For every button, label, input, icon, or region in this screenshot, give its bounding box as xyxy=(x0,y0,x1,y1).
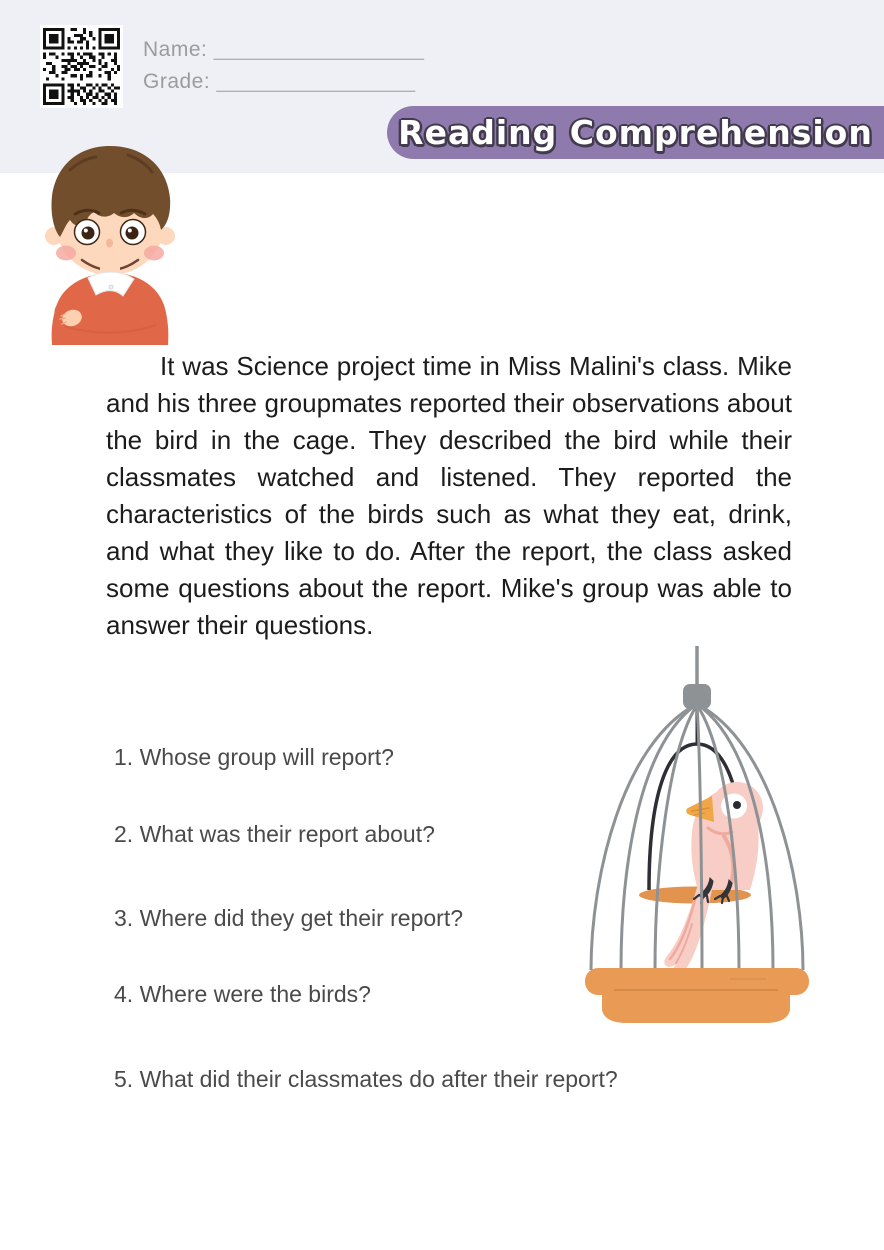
name-field xyxy=(143,38,424,70)
student-id-fields xyxy=(143,38,424,102)
grade-field xyxy=(143,70,424,102)
qr-code-icon xyxy=(40,25,123,108)
grade-blank-line: _________________ xyxy=(216,70,416,93)
question-3: 3. Where did they get their report? xyxy=(114,905,464,931)
grade-label: Grade: xyxy=(143,70,211,93)
pink-bird-in-hanging-cage-illustration xyxy=(552,638,822,1028)
question-1: 1. Whose group will report? xyxy=(114,744,394,770)
page-title: Reading Comprehension xyxy=(398,113,873,152)
worksheet-title-banner xyxy=(387,106,884,159)
reading-passage: It was Science project time in Miss Malini's class. Mike and his three groupmates reported their observations about the bird in the cage. They described the bird while their classmates watched and listened. They reported the characteristics of the birds such as what they eat, drink, and what they like to do. After the report, the class asked some questions about the report. Mike's group was able to answer their questions. xyxy=(106,351,792,640)
question-5: 5. What did their classmates do after their report? xyxy=(114,1066,618,1092)
name-blank-line: __________________ xyxy=(213,38,424,61)
question-2: 2. What was their report about? xyxy=(114,821,435,847)
question-4: 4. Where were the birds? xyxy=(114,981,371,1007)
name-label: Name: xyxy=(143,38,208,61)
boy-with-crossed-arms-illustration xyxy=(30,140,200,345)
